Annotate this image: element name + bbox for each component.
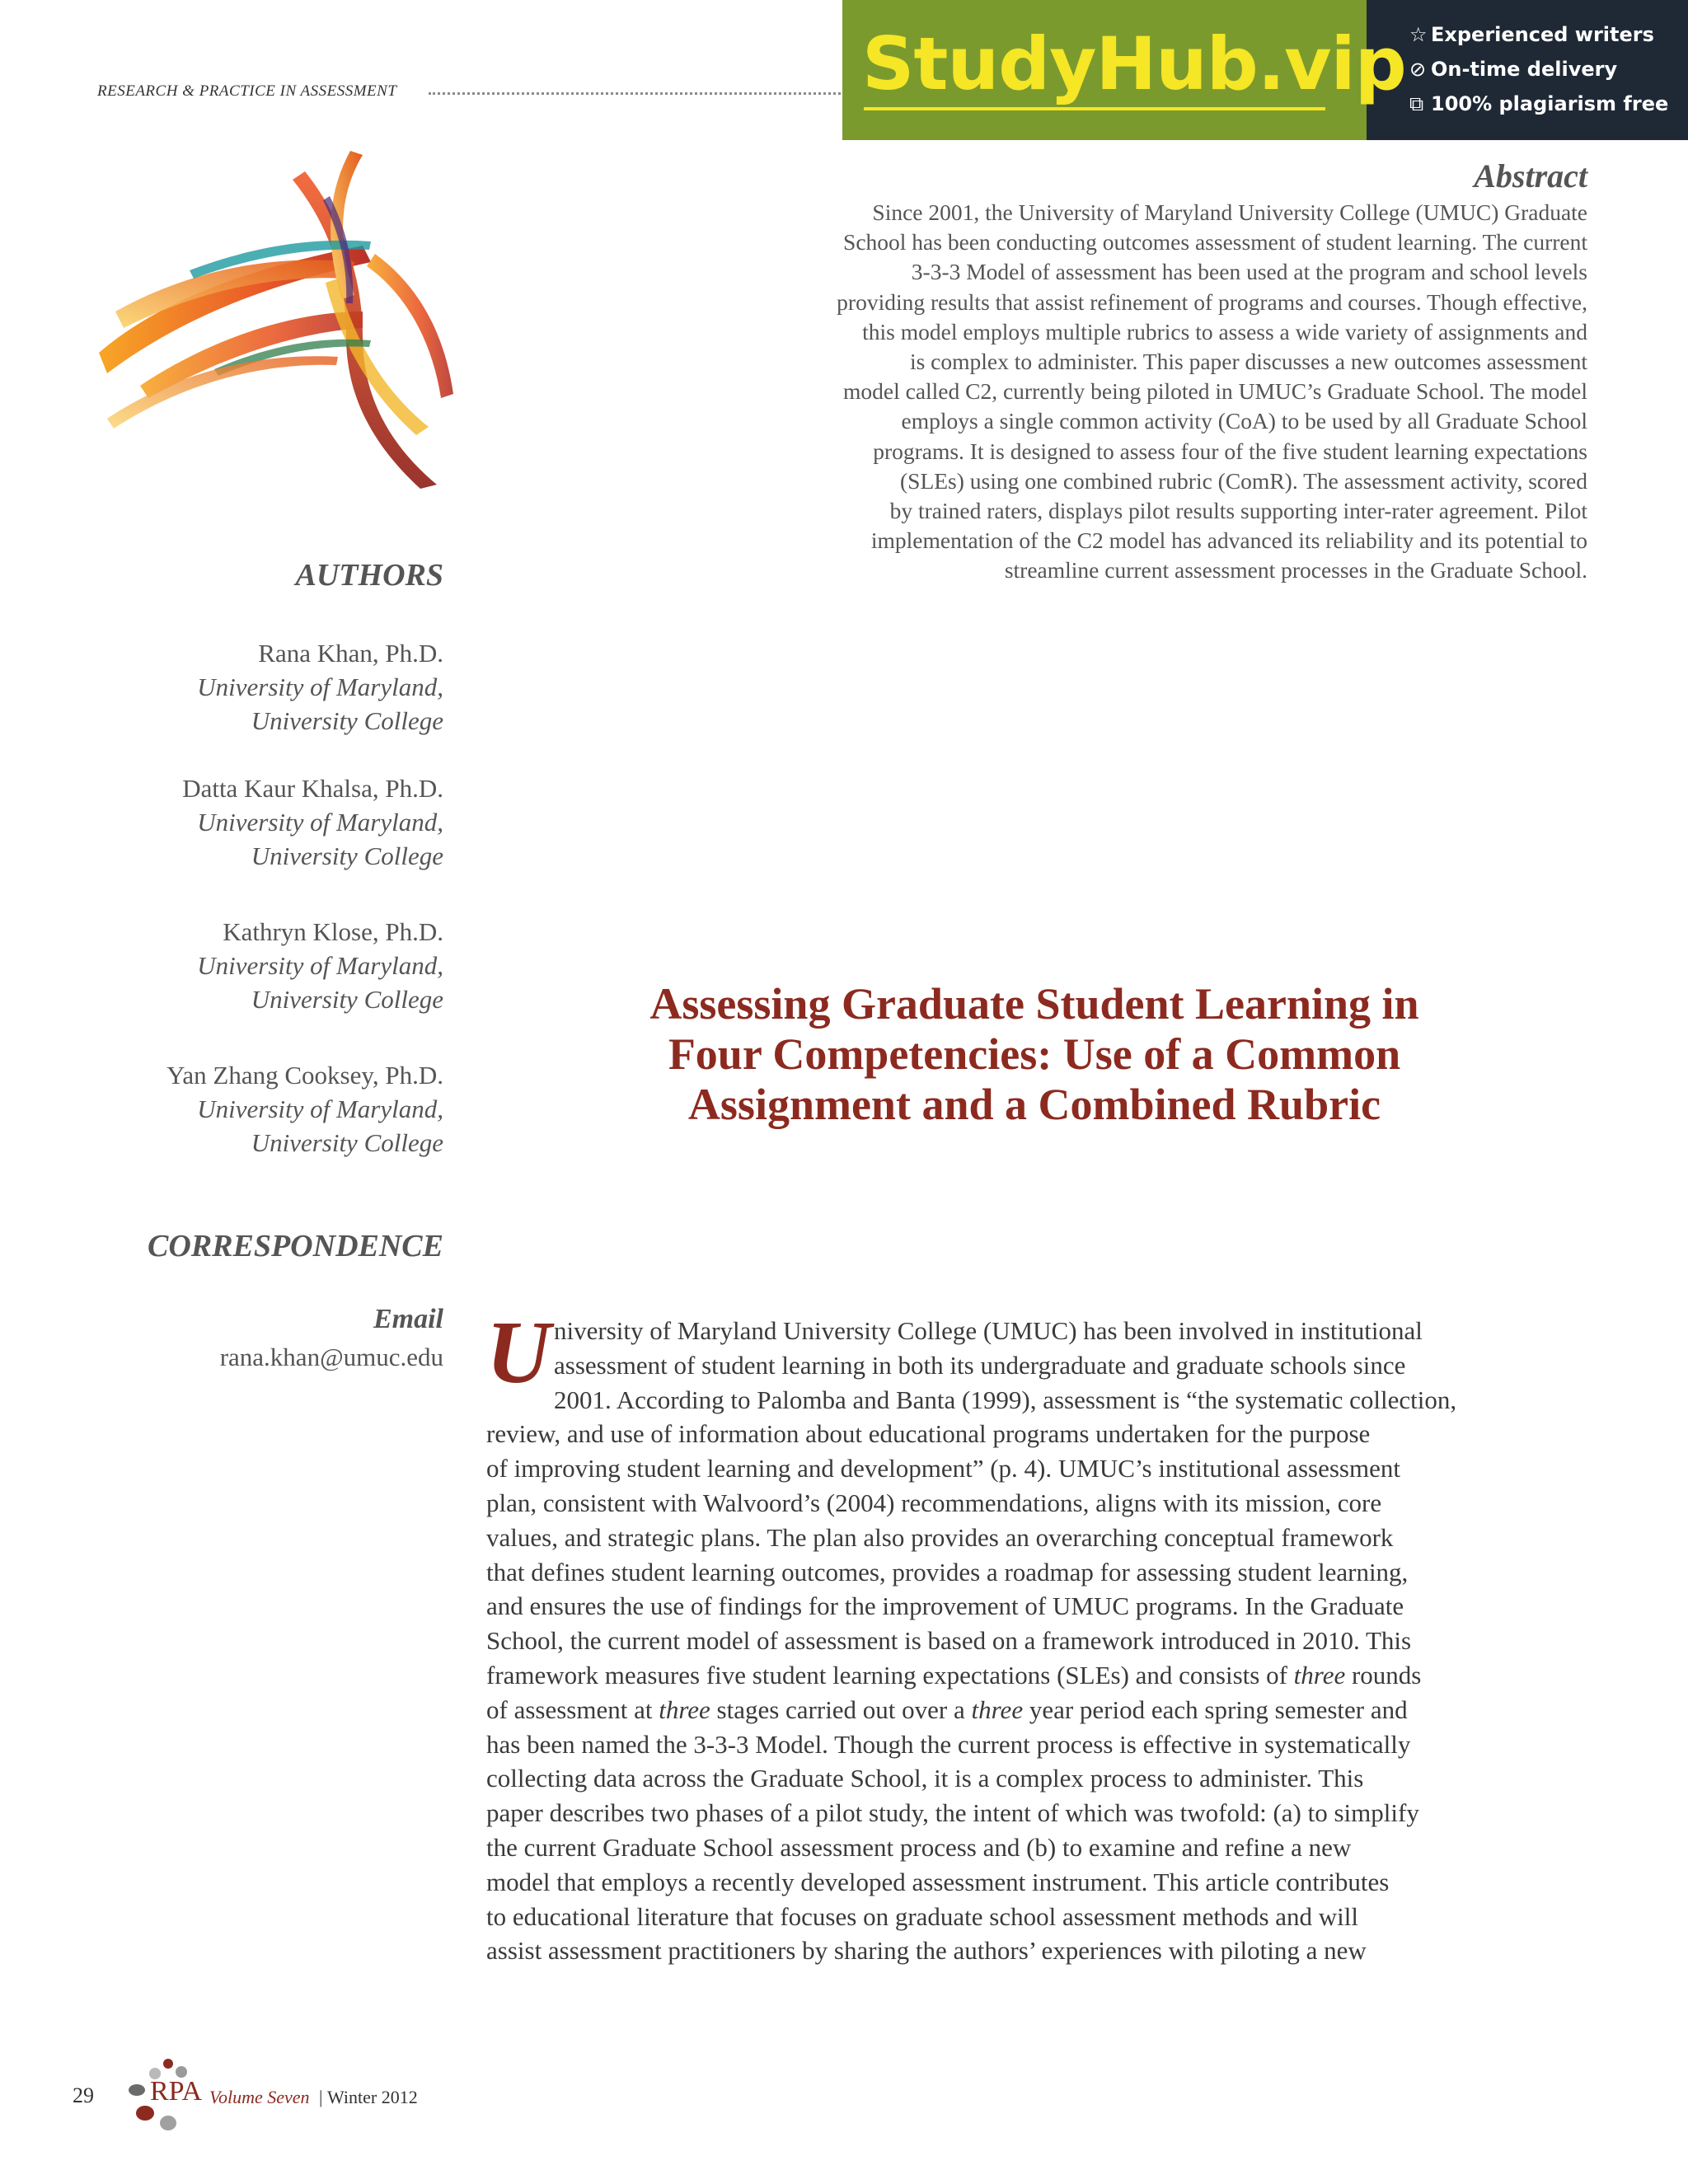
body-line: review, and use of information about educational programs undertaken for the purpose (486, 1419, 1371, 1449)
author-name: Datta Kaur Khalsa, Ph.D. (182, 774, 443, 803)
banner-brand-underline (864, 107, 1325, 110)
body-line: has been named the 3-3-3 Model. Though the current process is effective in systematically (486, 1729, 1411, 1759)
author-affiliation: University College (251, 841, 443, 870)
footer-season: Winter 2012 (327, 2087, 418, 2107)
abstract-line: 3-3-3 Model of assessment has been used at the program and school levels (911, 259, 1587, 285)
abstract-line: is complex to administer. This paper discusses a new outcomes assessment (909, 349, 1587, 375)
star-icon: ☆ (1409, 23, 1428, 46)
abstract-line: Since 2001, the University of Maryland University College (UMUC) Graduate (872, 199, 1587, 225)
body-line: paper describes two phases of a pilot study, the intent of which was twofold: (a) to simplify (486, 1798, 1419, 1828)
studyhub-banner[interactable] (842, 0, 1688, 140)
author-name: Kathryn Klose, Ph.D. (223, 917, 443, 946)
author-affiliation: University College (251, 985, 443, 1014)
abstract-heading: Abstract (1474, 157, 1587, 194)
page-number: 29 (73, 2083, 94, 2107)
abstract-line: this model employs multiple rubrics to assess a wide variety of assignments and (862, 318, 1587, 344)
author-block (182, 771, 443, 873)
title-line: Assessing Graduate Student Learning in (649, 979, 1419, 1029)
abstract-line: implementation of the C2 model has advanced its reliability and its potential to (870, 527, 1587, 554)
emphasis: three (659, 1694, 710, 1724)
body-line: School, the current model of assessment is based on a framework introduced in 2010. This (486, 1626, 1412, 1656)
body-line: framework measures five student learning expectations (SLEs) and consists of three rounds (486, 1660, 1422, 1690)
body-line: of assessment at three stages carried out over a three year period each spring semester and (486, 1694, 1408, 1724)
article-body (486, 1304, 1582, 1968)
author-name: Yan Zhang Cooksey, Ph.D. (166, 1061, 443, 1090)
drop-cap: U (486, 1304, 551, 1402)
banner-feature-text: On-time delivery (1431, 58, 1618, 81)
clock-icon: ⊘ (1409, 58, 1427, 81)
author-affiliation: University of Maryland, (197, 673, 443, 701)
authors-heading: AUTHORS (295, 558, 443, 593)
abstract-line: streamline current assessment processes in the Graduate School. (1004, 557, 1587, 583)
abstract-line: employs a single common activity (CoA) to be used by all Graduate School (901, 408, 1587, 434)
body-line: niversity of Maryland University College (UMUC) has been involved in institutional (554, 1316, 1423, 1345)
body-line: model that employs a recently developed assessment instrument. This article contributes (486, 1867, 1390, 1896)
banner-brand-text[interactable]: StudyHub.vip (862, 21, 1406, 106)
author-name: Rana Khan, Ph.D. (258, 639, 443, 668)
banner-feature-text: Experienced writers (1431, 23, 1654, 46)
body-line: plan, consistent with Walvoord’s (2004) recommendations, aligns with its mission, core (486, 1488, 1382, 1517)
abstract-line: programs. It is designed to assess four of the five student learning expectations (873, 438, 1587, 464)
running-header: RESEARCH & PRACTICE IN ASSESSMENT (97, 82, 397, 100)
banner-feature-text: 100% plagiarism free (1431, 92, 1669, 115)
author-affiliation: University College (251, 1128, 443, 1157)
abstract-line: School has been conducting outcomes assessment of student learning. The current (843, 229, 1587, 255)
abstract-line: (SLEs) using one combined rubric (ComR). The assessment activity, scored (900, 467, 1587, 494)
author-block (197, 915, 443, 1016)
body-line: to educational literature that focuses on graduate school assessment methods and will (486, 1901, 1359, 1931)
body-line: and ensures the use of findings for the improvement of UMUC programs. In the Graduate (486, 1591, 1404, 1621)
header-dotted-rule (429, 92, 841, 95)
abstract-line: by trained raters, displays pilot results supporting inter-rater agreement. Pilot (889, 498, 1587, 524)
email-label: Email (373, 1304, 443, 1334)
emphasis: three (1293, 1660, 1346, 1690)
body-lines (486, 1304, 1582, 1968)
body-line: assessment of student learning in both its undergraduate and graduate schools since (554, 1350, 1406, 1380)
banner-feature-delivery (1409, 58, 1617, 81)
banner-feature-writers (1409, 23, 1654, 46)
body-line: assist assessment practitioners by sharing the authors’ experiences with piloting a new (486, 1936, 1367, 1966)
copy-icon: ⧉ (1409, 92, 1424, 115)
footer-volume: Volume Seven (209, 2087, 310, 2107)
email-link[interactable]: rana.khan@umuc.edu (219, 1343, 443, 1371)
author-affiliation: University College (251, 706, 443, 735)
rpa-logo-text: RPA (150, 2076, 203, 2107)
article-title (536, 979, 1533, 1130)
body-line: the current Graduate School assessment process and (b) to examine and refine a new (486, 1832, 1352, 1862)
title-line: Assignment and a Combined Rubric (687, 1080, 1381, 1129)
body-line: collecting data across the Graduate School, it is a complex process to administer. This (486, 1764, 1364, 1793)
banner-brand-panel[interactable] (842, 0, 1406, 140)
author-affiliation: University of Maryland, (197, 808, 443, 837)
footer-separator: | (319, 2087, 323, 2107)
body-line: 2001. According to Palomba and Banta (1999), assessment is “the systematic collection, (554, 1385, 1457, 1414)
banner-feature-plagiarism (1409, 92, 1668, 115)
author-affiliation: University of Maryland, (197, 951, 443, 980)
body-line: values, and strategic plans. The plan also provides an overarching conceptual framework (486, 1522, 1394, 1552)
body-line: that defines student learning outcomes, provides a roadmap for assessing student learning, (486, 1557, 1409, 1586)
rpa-logo (120, 2054, 211, 2144)
correspondence-heading: CORRESPONDENCE (148, 1229, 443, 1263)
emphasis: three (971, 1694, 1024, 1724)
abstract-line: providing results that assist refinement of programs and courses. Though effective, (837, 288, 1587, 315)
title-line: Four Competencies: Use of a Common (668, 1029, 1401, 1079)
author-block (166, 1058, 443, 1160)
author-block (197, 636, 443, 738)
decorative-swirl-artwork (91, 147, 470, 493)
author-affiliation: University of Maryland, (197, 1094, 443, 1123)
abstract-line: model called C2, currently being piloted in UMUC’s Graduate School. The model (843, 378, 1587, 405)
abstract-body (734, 198, 1587, 586)
body-line: of improving student learning and development” (p. 4). UMUC’s institutional assessment (486, 1454, 1400, 1483)
